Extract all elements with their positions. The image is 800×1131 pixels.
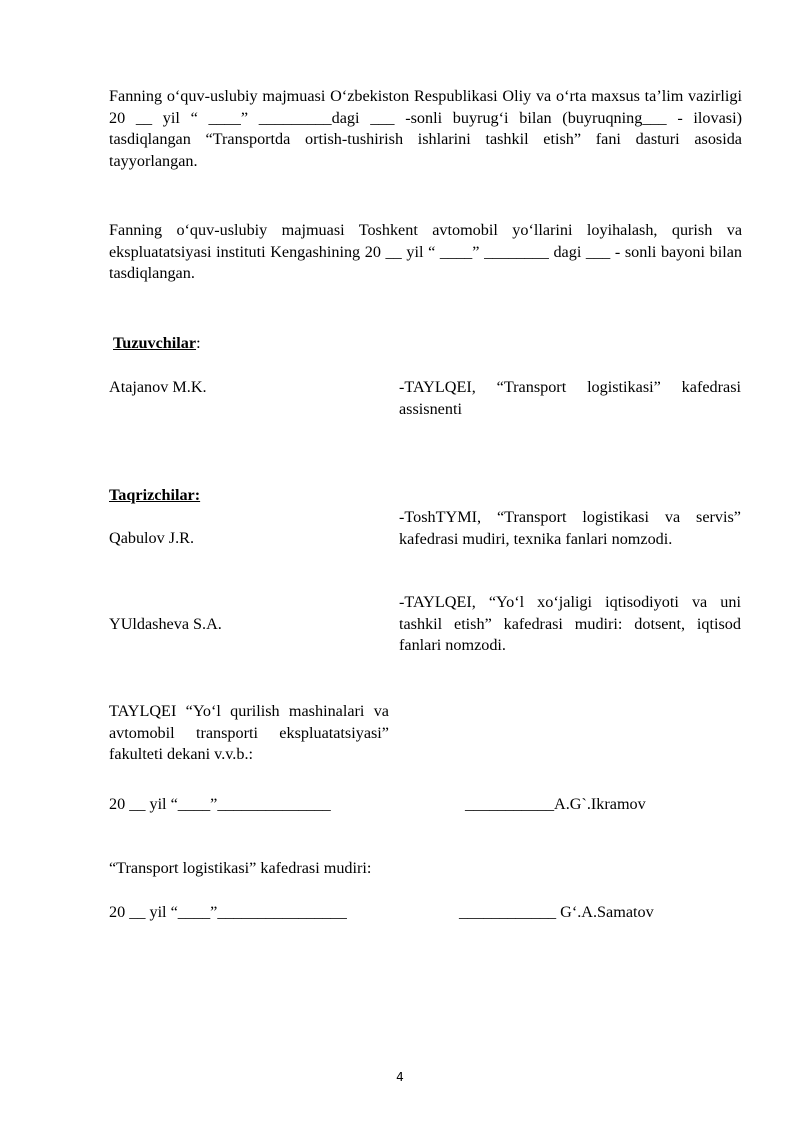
reviewer-name: Qabulov J.R.: [109, 529, 194, 547]
department-head-date-line: 20 __ yil “____”________________: [109, 903, 347, 921]
dean-date-line: 20 __ yil “____”______________: [109, 795, 331, 813]
compiler-name: Atajanov M.K.: [109, 378, 207, 396]
intro-paragraph-approval-ministry: Fanning o‘quv-uslubiy majmuasi O‘zbekiston Respublikasi Oliy va o‘rta maxsus ta’lim vazirligi 20 __ yil “ ____” _________dagi ___ -sonli buyrug‘i bilan (buyruqning___ - ilovasi) tasdiqlangan “Transportda ortish-tushirish ishlarini tashkil etish” fani dasturi asosida tayyorlangan.: [109, 87, 742, 170]
reviewer-position: -TAYLQEI, “Yo‘l xo‘jaligi iqtisodiyoti va uni tashkil etish” kafedrasi mudiri: dotsent, iqtisod fanlari nomzodi.: [399, 593, 741, 654]
compilers-heading-label: Tuzuvchilar: [113, 334, 197, 352]
reviewers-heading: Taqrizchilar:: [109, 486, 201, 504]
intro-paragraph-approval-council: Fanning o‘quv-uslubiy majmuasi Toshkent avtomobil yo‘llarini loyihalash, qurish va ekspluatatsiyasi instituti Kengashining 20 __ yil “ ____” ________ dagi ___ - sonli bayoni bilan tasdiqlangan.: [109, 221, 742, 282]
department-head-title: “Transport logistikasi” kafedrasi mudiri:: [109, 859, 372, 877]
compilers-heading: [113, 333, 201, 355]
compilers-heading-colon: :: [196, 334, 201, 352]
reviewer-position: -ToshTYMI, “Transport logistikasi va servis” kafedrasi mudiri, texnika fanlari nomzodi.: [399, 508, 741, 548]
dean-title: TAYLQEI “Yo‘l qurilish mashinalari va avtomobil transporti ekspluatatsiyasi” fakulteti dekani v.v.b.:: [109, 702, 389, 763]
page-number: 4: [396, 1070, 404, 1084]
compiler-position: -TAYLQEI, “Transport logistikasi” kafedrasi assisnenti: [399, 378, 741, 418]
reviewer-name: YUldasheva S.A.: [109, 615, 222, 633]
department-head-signature-line: ____________ G‘.A.Samatov: [459, 903, 654, 921]
dean-signature-line: ___________A.G`.Ikramov: [465, 795, 646, 813]
